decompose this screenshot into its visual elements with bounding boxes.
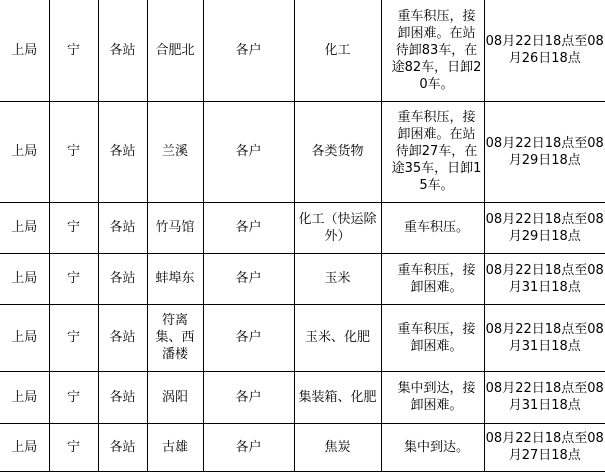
table-row <box>0 202 605 253</box>
period-cell: 08月22日18点至08月31日18点 <box>484 371 605 423</box>
period-cell: 08月22日18点至08月31日18点 <box>484 304 605 371</box>
cargo-cell: 集装箱、化肥 <box>294 371 381 423</box>
loading-station-cell: 宁 <box>49 101 98 202</box>
cargo-cell: 各类货物 <box>294 101 381 202</box>
dest-station-cell: 古雄 <box>147 423 203 471</box>
consignee-cell: 各户 <box>203 371 294 423</box>
bureau-cell: 上局 <box>0 0 49 101</box>
period-cell: 08月22日18点至08月27日18点 <box>484 423 605 471</box>
period-cell: 08月22日18点至08月29日18点 <box>484 101 605 202</box>
consignee-cell: 各户 <box>203 0 294 101</box>
cargo-cell: 玉米、化肥 <box>294 304 381 371</box>
scope-cell: 各站 <box>98 0 147 101</box>
bureau-cell: 上局 <box>0 423 49 471</box>
reason-cell: 集中到达，接卸困难。 <box>381 371 484 423</box>
table-row <box>0 101 605 202</box>
reason-cell: 重车积压，接卸困难。在站待卸27车，在途35车，日卸15车。 <box>381 101 484 202</box>
reason-cell: 重车积压，接卸困难。 <box>381 304 484 371</box>
consignee-cell: 各户 <box>203 423 294 471</box>
cargo-cell: 玉米 <box>294 253 381 304</box>
dest-station-cell: 涡阳 <box>147 371 203 423</box>
consignee-cell: 各户 <box>203 202 294 253</box>
scope-cell: 各站 <box>98 304 147 371</box>
scope-cell: 各站 <box>98 423 147 471</box>
reason-cell: 重车积压。 <box>381 202 484 253</box>
bureau-cell: 上局 <box>0 101 49 202</box>
cargo-cell: 焦炭 <box>294 423 381 471</box>
dest-station-cell: 符离集、西潘楼 <box>147 304 203 371</box>
dest-station-cell: 蚌埠东 <box>147 253 203 304</box>
reason-cell: 集中到达。 <box>381 423 484 471</box>
bureau-cell: 上局 <box>0 371 49 423</box>
bureau-cell: 上局 <box>0 304 49 371</box>
scope-cell: 各站 <box>98 202 147 253</box>
table-row <box>0 304 605 371</box>
period-cell: 08月22日18点至08月31日18点 <box>484 253 605 304</box>
table-row <box>0 371 605 423</box>
period-cell: 08月22日18点至08月26日18点 <box>484 0 605 101</box>
cargo-cell: 化工（快运除外） <box>294 202 381 253</box>
table-row <box>0 423 605 471</box>
dest-station-cell: 合肥北 <box>147 0 203 101</box>
loading-station-cell: 宁 <box>49 423 98 471</box>
scope-cell: 各站 <box>98 253 147 304</box>
consignee-cell: 各户 <box>203 101 294 202</box>
dest-station-cell: 兰溪 <box>147 101 203 202</box>
reason-cell: 重车积压，接卸困难。在站待卸83车，在途82车，日卸20车。 <box>381 0 484 101</box>
loading-station-cell: 宁 <box>49 371 98 423</box>
table-row <box>0 0 605 101</box>
period-cell: 08月22日18点至08月29日18点 <box>484 202 605 253</box>
loading-station-cell: 宁 <box>49 0 98 101</box>
bureau-cell: 上局 <box>0 202 49 253</box>
loading-station-cell: 宁 <box>49 253 98 304</box>
loading-station-cell: 宁 <box>49 304 98 371</box>
cargo-cell: 化工 <box>294 0 381 101</box>
scope-cell: 各站 <box>98 101 147 202</box>
loading-station-cell: 宁 <box>49 202 98 253</box>
consignee-cell: 各户 <box>203 253 294 304</box>
consignee-cell: 各户 <box>203 304 294 371</box>
bureau-cell: 上局 <box>0 253 49 304</box>
scope-cell: 各站 <box>98 371 147 423</box>
dest-station-cell: 竹马馆 <box>147 202 203 253</box>
table-row <box>0 253 605 304</box>
reason-cell: 重车积压，接卸困难。 <box>381 253 484 304</box>
